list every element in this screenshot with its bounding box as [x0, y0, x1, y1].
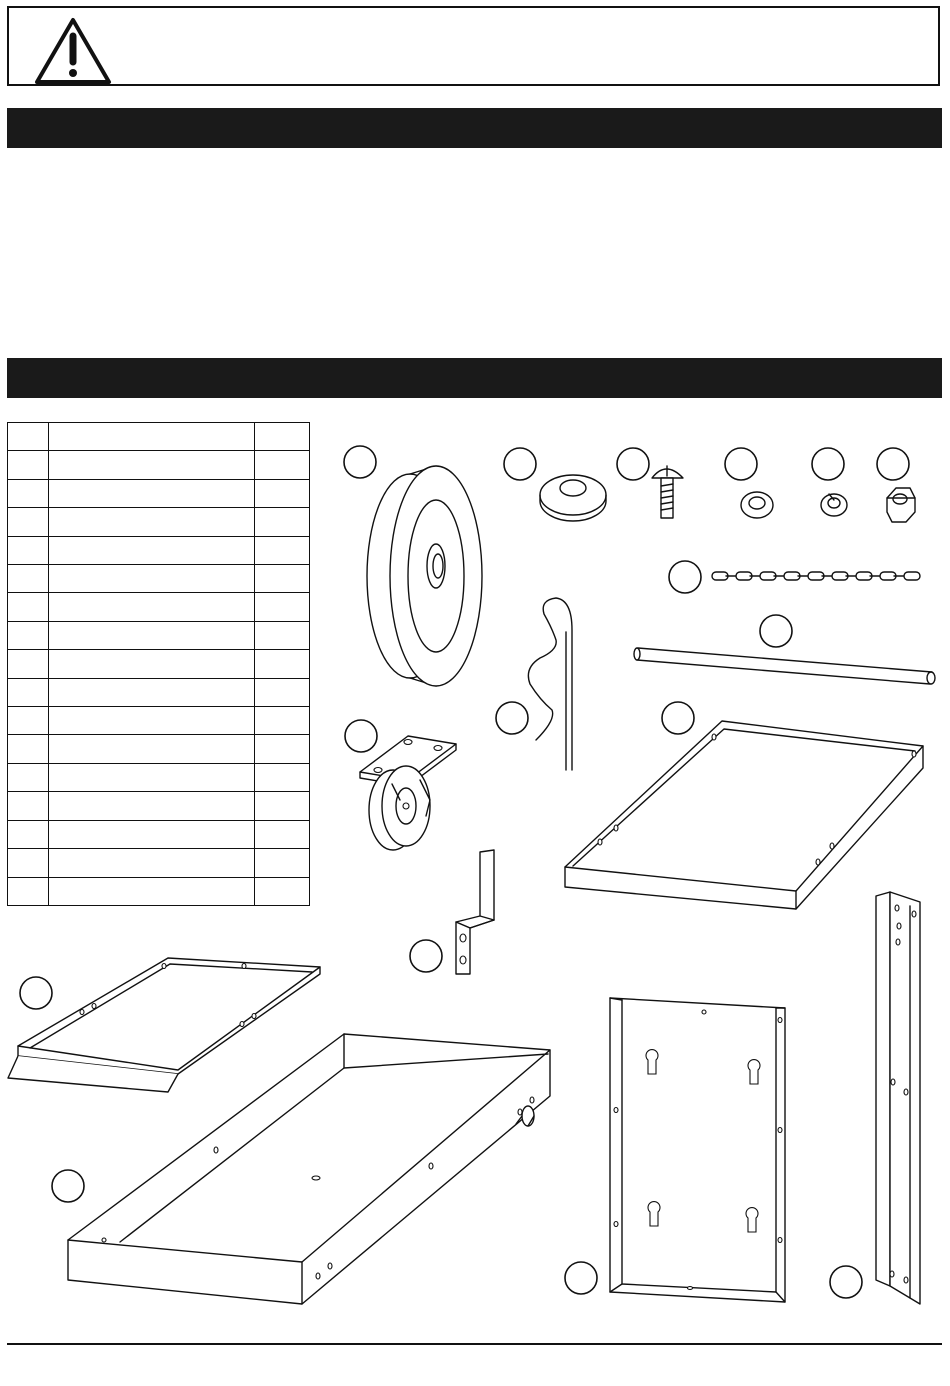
bottom-tray-callout [52, 1170, 84, 1202]
bracket-callout [410, 940, 442, 972]
flat-washer-illustration [540, 475, 606, 521]
small-washer-callout [725, 448, 757, 480]
bolt-callout [617, 448, 649, 480]
cotter-pin-illustration [528, 598, 572, 770]
hex-nut-callout [877, 448, 909, 480]
chain-callout [669, 561, 701, 593]
hex-nut-illustration [887, 488, 915, 522]
footer-rule [7, 1343, 942, 1345]
chain-illustration [712, 572, 920, 580]
axle-rod-callout [760, 615, 792, 647]
leg-post-callout [830, 1266, 862, 1298]
caster-callout [345, 720, 377, 752]
wheel-illustration [367, 466, 482, 686]
middle-shelf-illustration [565, 721, 923, 909]
leg-post-illustration [876, 892, 920, 1304]
top-tray-illustration [8, 958, 320, 1092]
cotter-pin-callout [496, 702, 528, 734]
bracket-illustration [456, 850, 494, 974]
back-panel-callout [565, 1262, 597, 1294]
bolt-illustration [652, 466, 683, 518]
middle-shelf-callout [662, 702, 694, 734]
caster-illustration [360, 736, 456, 850]
flat-washer-callout [504, 448, 536, 480]
lock-washer-callout [812, 448, 844, 480]
lock-washer-illustration [821, 494, 847, 516]
back-panel-illustration [610, 998, 785, 1302]
chain-link [904, 572, 920, 580]
axle-rod-illustration [634, 648, 935, 684]
wheel-callout [344, 446, 376, 478]
top-tray-callout [20, 977, 52, 1009]
small-washer-illustration [741, 492, 773, 518]
